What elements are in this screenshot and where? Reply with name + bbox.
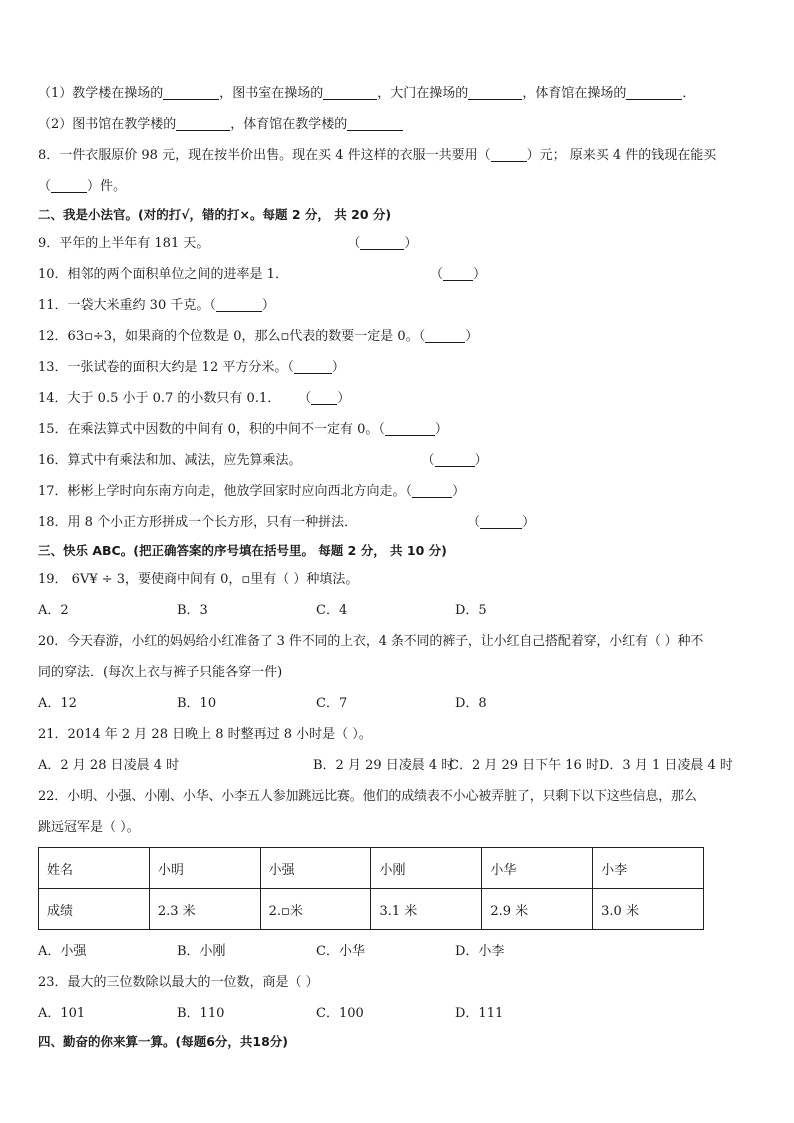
- option-b[interactable]: B．10: [177, 696, 217, 711]
- table-cell: 小明: [149, 848, 260, 889]
- q7-line-2: [38, 109, 763, 140]
- judge-item-16: [38, 445, 763, 476]
- judge-text: 18．用 8 个小正方形拼成一个长方形，只有一种拼法．: [38, 515, 358, 530]
- judge-item-13: [38, 352, 763, 383]
- answer-paren[interactable]: （ ）: [421, 453, 488, 468]
- answer-blank[interactable]: [491, 147, 527, 162]
- section-3-title: 三、快乐 ABC。(把正确答案的序号填在括号里。 每题 2 分， 共 10 分): [38, 543, 447, 558]
- answer-blank[interactable]: [323, 85, 377, 100]
- q8-line-1: [38, 140, 763, 171]
- table-row: [39, 889, 704, 930]
- answer-blank[interactable]: [626, 85, 682, 100]
- answer-blank[interactable]: [163, 85, 219, 100]
- answer-paren[interactable]: （ ）: [347, 236, 418, 251]
- answer-blank[interactable]: [176, 116, 230, 131]
- q8-text-d: ）件。: [87, 179, 127, 194]
- table-cell: 3.0 米: [593, 889, 704, 930]
- option-c[interactable]: C．7: [316, 696, 348, 711]
- judge-item-17: [38, 476, 763, 507]
- answer-paren[interactable]: （ ）: [287, 360, 345, 375]
- q8-text-c: （: [38, 179, 52, 194]
- q7-2-text-a: （2）图书馆在教学楼的: [38, 117, 177, 132]
- table-cell: 2.9 米: [482, 889, 593, 930]
- worksheet-page: [38, 78, 763, 1055]
- q22-options: [38, 936, 763, 967]
- option-d[interactable]: D．8: [455, 696, 487, 711]
- table-cell: 小刚: [371, 848, 482, 889]
- q23-stem: 23．最大的三位数除以最大的一位数，商是（ ）: [38, 975, 319, 990]
- q20-options: [38, 688, 763, 719]
- judge-item-10: [38, 259, 763, 290]
- q7-1-text-e: ．: [682, 86, 696, 101]
- option-c[interactable]: C．4: [316, 603, 348, 618]
- judge-text: 17．彬彬上学时向东南方向走，他放学回家时应向西北方向走。: [38, 484, 406, 499]
- answer-paren[interactable]: （ ）: [209, 298, 275, 313]
- answer-paren[interactable]: （ ）: [429, 267, 486, 282]
- q22-stem-line-1: 22．小明、小强、小刚、小华、小李五人参加跳远比赛。他们的成绩表不小心被弄脏了，只剩下以下这些信息，那么: [38, 789, 697, 804]
- judge-text: 11．一袋大米重约 30 千克。: [38, 298, 210, 313]
- answer-paren[interactable]: （ ）: [467, 515, 536, 530]
- section-4-title: 四、勤奋的你来算一算。(每题6分，共18分): [38, 1034, 289, 1049]
- q21-options: [38, 750, 763, 781]
- judge-item-9: [38, 228, 763, 259]
- option-c[interactable]: C．100: [316, 1006, 364, 1021]
- q8-line-2: [38, 171, 763, 202]
- q7-2-text-b: ，体育馆在教学楼的: [230, 117, 348, 132]
- answer-blank[interactable]: [468, 85, 522, 100]
- q7-line-1: [38, 78, 763, 109]
- judge-item-15: [38, 414, 763, 445]
- judge-item-14: [38, 383, 763, 414]
- table-cell: 3.1 米: [371, 889, 482, 930]
- table-cell: 小华: [482, 848, 593, 889]
- option-a[interactable]: A．2 月 28 日凌晨 4 时: [38, 758, 180, 773]
- q7-1-text-d: ，体育馆在操场的: [522, 86, 627, 101]
- table-cell: 小强: [260, 848, 371, 889]
- answer-paren[interactable]: （ ）: [405, 484, 466, 499]
- answer-paren[interactable]: （ ）: [298, 391, 351, 406]
- score-table: [38, 847, 704, 930]
- answer-paren[interactable]: （ ）: [418, 329, 479, 344]
- q8-text-b: ）元； 原来买 4 件的钱现在能买: [526, 148, 717, 163]
- answer-paren[interactable]: （ ）: [378, 422, 448, 437]
- q20-stem-line-2: 同的穿法．(每次上衣与裤子只能各穿一件): [38, 665, 283, 680]
- q22-stem-line-2: 跳远冠军是（ ）。: [38, 820, 140, 835]
- option-b[interactable]: B．3: [177, 603, 208, 618]
- table-row: [39, 848, 704, 889]
- table-cell: 成绩: [39, 889, 150, 930]
- option-d[interactable]: D．3 月 1 日凌晨 4 时: [599, 758, 733, 773]
- option-c[interactable]: C．2 月 29 日下午 16 时: [449, 758, 599, 773]
- q8-text-a: 8．一件衣服原价 98 元，现在按半价出售。现在买 4 件这样的衣服一共要用（: [38, 148, 491, 163]
- q20-stem-line-1: 20．今天春游，小红的妈妈给小红准备了 3 件不同的上衣，4 条不同的裤子，让小红自己搭配着穿，小红有（ ）种不: [38, 634, 704, 649]
- option-b[interactable]: B．小刚: [177, 944, 226, 959]
- option-a[interactable]: A．2: [38, 603, 69, 618]
- judge-text: 14．大于 0.5 小于 0.7 的小数只有 0.1．: [38, 391, 281, 406]
- judge-item-18: [38, 507, 763, 538]
- option-c[interactable]: C．小华: [316, 944, 365, 959]
- judge-item-12: [38, 321, 763, 352]
- judge-text: 10．相邻的两个面积单位之间的进率是 1．: [38, 267, 288, 282]
- judge-text: 9．平年的上半年有 181 天。: [38, 236, 210, 251]
- answer-blank[interactable]: [347, 116, 403, 131]
- option-b[interactable]: B．2 月 29 日凌晨 4 时: [313, 758, 455, 773]
- q7-1-text-b: ，图书室在操场的: [219, 86, 324, 101]
- option-a[interactable]: A．12: [38, 696, 77, 711]
- section-2-title: 二、我是小法官。(对的打√，错的打×。每题 2 分， 共 20 分): [38, 207, 392, 222]
- judge-item-11: [38, 290, 763, 321]
- option-b[interactable]: B．110: [177, 1006, 225, 1021]
- table-cell: 小李: [593, 848, 704, 889]
- q19-options: [38, 595, 763, 626]
- q23-options: [38, 998, 763, 1029]
- option-d[interactable]: D．小李: [455, 944, 505, 959]
- judge-text: 15．在乘法算式中因数的中间有 0，积的中间不一定有 0。: [38, 422, 379, 437]
- q21-stem: 21．2014 年 2 月 28 日晚上 8 时整再过 8 小时是（ ）。: [38, 727, 372, 742]
- judge-text: 13．一张试卷的面积大约是 12 平方分米。: [38, 360, 288, 375]
- q7-1-text-a: （1）教学楼在操场的: [38, 86, 164, 101]
- option-d[interactable]: D．111: [455, 1006, 504, 1021]
- answer-blank[interactable]: [51, 178, 87, 193]
- q19-stem: 19． 6V¥ ÷ 3，要使商中间有 0，▫里有（ ）种填法。: [38, 572, 359, 587]
- option-a[interactable]: A．101: [38, 1006, 86, 1021]
- q7-1-text-c: ，大门在操场的: [377, 86, 469, 101]
- option-a[interactable]: A．小强: [38, 944, 87, 959]
- judge-text: 16．算式中有乘法和加、减法，应先算乘法。: [38, 453, 302, 468]
- judge-text: 12．63▫÷3，如果商的个位数是 0，那么▫代表的数要一定是 0。: [38, 329, 419, 344]
- table-cell: 姓名: [39, 848, 150, 889]
- table-cell: 2.3 米: [149, 889, 260, 930]
- table-cell: 2.▫米: [260, 889, 371, 930]
- option-d[interactable]: D．5: [455, 603, 487, 618]
